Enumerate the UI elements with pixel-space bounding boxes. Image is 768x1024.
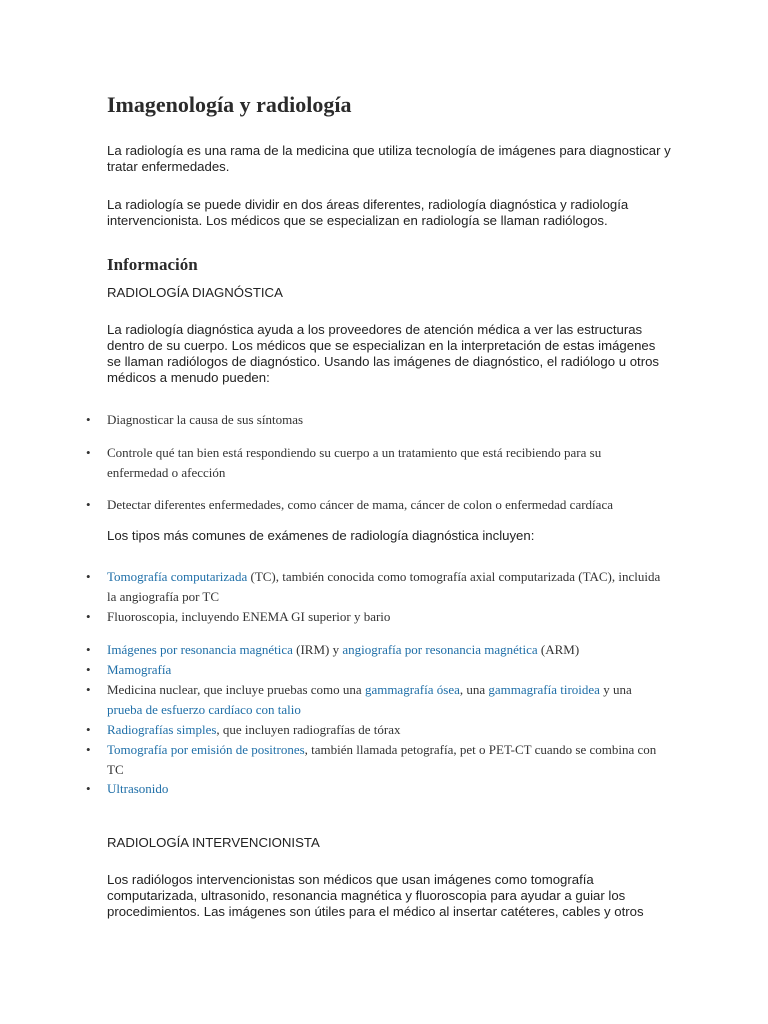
intro-paragraph-1: La radiología es una rama de la medicina que utiliza tecnología de imágenes para diagnosticar y tratar enfermedades.: [107, 143, 671, 174]
bullet-icon: •: [86, 682, 91, 697]
bullet-icon: •: [86, 642, 91, 657]
link-tomografia-positrones[interactable]: Tomografía por emisión de positrones: [107, 742, 305, 757]
link-resonancia-magnetica[interactable]: Imágenes por resonancia magnética: [107, 642, 293, 657]
document-page: Imagenología y radiología La radiología es una rama de la medicina que utiliza tecnología de imágenes para diagnosticar y tratar enfermedades. La radiología se puede dividir en dos áreas diferentes, radiología diagnóstica y radiología intervencionista. Los médicos que se especializan en radiología se llaman radiólogos. Información RADIOLOGÍA DIAGNÓSTICA La radiología diagnóstica ayuda a los proveedores de atención médica a ver las estructuras dentro de su cuerpo. Los médicos que se especializan en la interpretación de estas imágenes se llaman radiólogos de diagnóstico. Usando las imágenes de diagnóstico, el radiólogo u otros médicos a menudo pueden: • Diagnosticar la causa de sus síntomas • Controle qué tan bien está respondiendo su cuerpo a un tratamiento que está recibiendo para su enfermedad o afección • Detectar diferentes enfermedades, como cáncer de mama, cáncer de colon o enfermedad cardíaca Los tipos más comunes de exámenes de radiología diagnóstica incluyen: • Tomografía computarizada (TC), también conocida como tomografía axial computarizada (TAC), incluida la angiografía por TC • Fluoroscopia, incluyendo ENEMA GI superior y bario • Imágenes por resonancia magnética (IRM) y angiografía por resonancia magnética (ARM) • Mamografía • Medicina nuclear, que incluye pruebas como una gammagrafía ósea, una gammagrafía tiroidea y una prueba de esfuerzo cardíaco con talio • Radiografías simples, que incluyen radiografías de tórax • Tomografía por emisión de positrones, también llamada petografía, pet o PET-CT cuando se combina con TC • Ultrasonido RADIOLOGÍA INTERVENCIONISTA Los radiólogos intervencionistas son médicos que usan imágenes como tomografía computarizada, ultrasonido, resonancia magnética y fluoroscopia para ayudar a guiar los procedimientos. Las imágenes son útiles para el médico al insertar catéteres, cables y otros: [86, 92, 671, 919]
bullet-icon: •: [86, 722, 91, 737]
bullet-icon: •: [86, 445, 91, 460]
bullet-icon: •: [86, 662, 91, 677]
link-prueba-esfuerzo-talio[interactable]: prueba de esfuerzo cardíaco con talio: [107, 702, 301, 717]
bullet-icon: •: [86, 609, 91, 624]
bullet-icon: •: [86, 412, 91, 427]
bullet-icon: •: [86, 497, 91, 512]
link-gammagrafia-tiroidea[interactable]: gammagrafía tiroidea: [488, 682, 600, 697]
diagnostic-paragraph: La radiología diagnóstica ayuda a los proveedores de atención médica a ver las estructuras dentro de su cuerpo. Los médicos que se especializan en la interpretación de estas imágenes se llaman radiólogos de diagnóstico. Usando las imágenes de diagnóstico, el radiólogo u otros médicos a menudo pueden:: [107, 322, 660, 385]
link-mamografia[interactable]: Mamografía: [107, 662, 172, 677]
interventional-heading: RADIOLOGÍA INTERVENCIONISTA: [107, 835, 320, 850]
bullet-icon: •: [86, 569, 91, 584]
section-title: Información: [107, 255, 198, 274]
link-radiografias-simples[interactable]: Radiografías simples: [107, 722, 217, 737]
interventional-paragraph: Los radiólogos intervencionistas son médicos que usan imágenes como tomografía computarizada, ultrasonido, resonancia magnética y fluoroscopia para ayudar a guiar los procedimientos. Las imágenes son útiles para el médico al insertar catéteres, cables y otros: [107, 872, 644, 919]
bullet-icon: •: [86, 781, 91, 796]
diagnostic-heading: RADIOLOGÍA DIAGNÓSTICA: [107, 285, 283, 300]
link-angiografia-resonancia[interactable]: angiografía por resonancia magnética: [342, 642, 538, 657]
link-ultrasonido[interactable]: Ultrasonido: [107, 781, 169, 796]
page-title: Imagenología y radiología: [107, 92, 352, 117]
intro-paragraph-2: La radiología se puede dividir en dos áreas diferentes, radiología diagnóstica y radiología intervencionista. Los médicos que se especializan en radiología se llaman radiólogos.: [107, 197, 629, 228]
link-tomografia-computarizada[interactable]: Tomografía computarizada: [107, 569, 248, 584]
link-gammagrafia-osea[interactable]: gammagrafía ósea: [364, 682, 460, 697]
bullet-icon: •: [86, 742, 91, 757]
exams-intro: Los tipos más comunes de exámenes de radiología diagnóstica incluyen:: [107, 528, 535, 543]
